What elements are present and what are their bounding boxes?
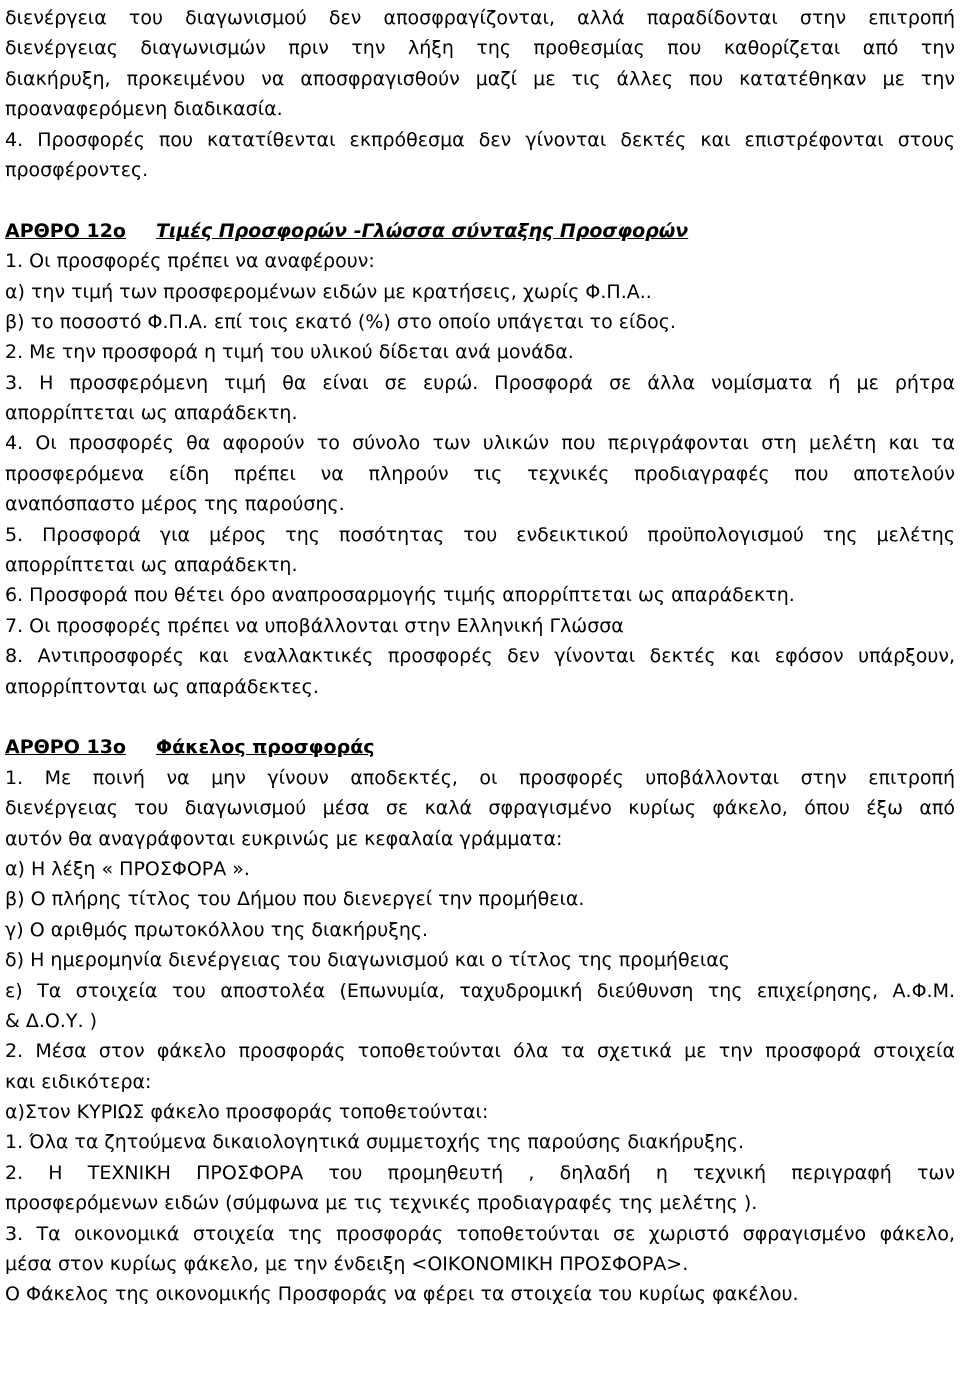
- text-line: μέσα στον κυρίως φάκελο, με την ένδειξη <ΟΙΚΟΝΟΜΙΚΗ ΠΡΟΣΦΟΡΑ>.: [5, 1253, 689, 1276]
- text-line: δ) Η ημερομηνία διενέργειας του διαγωνισμού και ο τίτλος της προμήθειας: [5, 949, 730, 972]
- text-line: 4. Οι προσφορές θα αφορούν το σύνολο των υλικών που περιγράφονται στη μελέτη και τα: [5, 432, 955, 455]
- text-line: 6. Προσφορά που θέτει όρο αναπροσαρμογής τιμής απορρίπτεται ως απαράδεκτη.: [5, 584, 795, 607]
- text-line: 1. Όλα τα ζητούμενα δικαιολογητικά συμμετοχής της παρούσης διακήρυξης.: [5, 1131, 745, 1154]
- text-line: 1. Με ποινή να μην γίνουν αποδεκτές, οι προσφορές υποβάλλονται στην επιτροπή: [5, 766, 955, 789]
- text-line: 7. Οι προσφορές πρέπει να υποβάλλονται στην Ελληνική Γλώσσα: [5, 614, 624, 637]
- text-line: και ειδικότερα:: [5, 1070, 152, 1093]
- text-line: γ) Ο αριθμός πρωτοκόλλου της διακήρυξης.: [5, 918, 429, 941]
- text-line: διακήρυξη, προκειμένου να αποσφραγισθούν μαζί με τις άλλες που κατατέθηκαν με την: [5, 67, 955, 90]
- text-line: προσφερόμενων ειδών (σύμφωνα με τις τεχνικές προδιαγραφές της μελέτης ).: [5, 1192, 758, 1215]
- article-title: Τιμές Προσφορών -Γλώσσα σύνταξης Προσφορών: [155, 219, 689, 242]
- text-line: διενέργειας του διαγωνισμού μέσα σε καλά σφραγισμένο κυρίως φάκελο, όπου έξω από: [5, 797, 955, 820]
- text-line: προσφέροντες.: [5, 158, 149, 181]
- article-label: ΑΡΘΡΟ 13ο: [5, 736, 126, 759]
- text-line: 3. Η προσφερόμενη τιμή θα είναι σε ευρώ. Προσφορά σε άλλα νομίσματα ή με ρήτρα: [5, 371, 955, 394]
- text-line: απορρίπτεται ως απαράδεκτη.: [5, 402, 298, 425]
- text-line: προαναφερόμενη διαδικασία.: [5, 98, 283, 121]
- text-line: β) Ο πλήρης τίτλος του Δήμου που διενεργεί την προμήθεια.: [5, 888, 585, 911]
- intro-paragraphs: [5, 3, 955, 185]
- text-line: β) το ποσοστό Φ.Π.Α. επί τοις εκατό (%) στο οποίο υπάγεται το είδος.: [5, 310, 676, 333]
- text-line: απορρίπτεται ως απαράδεκτη.: [5, 554, 298, 577]
- text-line: διενέργεια του διαγωνισμού δεν αποσφραγίζονται, αλλά παραδίδονται στην επιτροπή: [5, 7, 955, 29]
- text-line: 3. Τα οικονομικά στοιχεία της προσφοράς τοποθετούνται σε χωριστό σφραγισμένο φάκελο,: [5, 1222, 955, 1245]
- article-13-body: [5, 763, 955, 1310]
- text-line: ε) Τα στοιχεία του αποστολέα (Επωνυμία, ταχυδρομική διεύθυνση της επιχείρησης, Α.Φ.Μ.: [5, 979, 955, 1002]
- text-line: & Δ.Ο.Υ. ): [5, 1009, 97, 1032]
- article-label: ΑΡΘΡΟ 12ο: [5, 219, 126, 242]
- text-line: 4. Προσφορές που κατατίθενται εκπρόθεσμα δεν γίνονται δεκτές και επιστρέφονται στους: [5, 128, 955, 151]
- text-line: προσφερόμενα είδη πρέπει να πληρούν τις τεχνικές προδιαγραφές που αποτελούν: [5, 462, 955, 485]
- text-line: 2. Με την προσφορά η τιμή του υλικού δίδεται ανά μονάδα.: [5, 341, 574, 364]
- text-line: 8. Αντιπροσφορές και εναλλακτικές προσφορές δεν γίνονται δεκτές και εφόσον υπάρξουν,: [5, 645, 955, 668]
- text-line: 2. Η ΤΕΧΝΙΚΗ ΠΡΟΣΦΟΡΑ του προμηθευτή , δηλαδή η τεχνική περιγραφή των: [5, 1161, 955, 1184]
- article-13-heading: [5, 732, 955, 762]
- article-12-body: [5, 246, 955, 702]
- text-line: αυτόν θα αναγράφονται ευκρινώς με κεφαλαία γράμματα:: [5, 827, 563, 850]
- text-line: 2. Μέσα στον φάκελο προσφοράς τοποθετούνται όλα τα σχετικά με την προσφορά στοιχεία: [5, 1040, 955, 1063]
- article-12-heading: [5, 216, 955, 246]
- text-line: αναπόσπαστο μέρος της παρούσης.: [5, 493, 345, 516]
- text-line: 5. Προσφορά για μέρος της ποσότητας του ενδεικτικού προϋπολογισμού της μελέτης: [5, 523, 955, 546]
- article-title: Φάκελος προσφοράς: [155, 736, 375, 759]
- text-line: απορρίπτονται ως απαράδεκτες.: [5, 675, 319, 698]
- text-line: διενέργειας διαγωνισμών πριν την λήξη της προθεσμίας που καθορίζεται από την: [5, 37, 955, 60]
- text-line: α) Η λέξη « ΠΡΟΣΦΟΡΑ ».: [5, 857, 250, 880]
- text-line: 1. Οι προσφορές πρέπει να αναφέρουν:: [5, 250, 375, 273]
- text-line: α)Στον ΚΥΡΙΩΣ φάκελο προσφοράς τοποθετούνται:: [5, 1101, 489, 1124]
- text-line: Ο Φάκελος της οικονομικής Προσφοράς να φέρει τα στοιχεία του κυρίως φακέλου.: [5, 1283, 799, 1306]
- text-line: α) την τιμή των προσφερομένων ειδών με κρατήσεις, χωρίς Φ.Π.Α..: [5, 280, 652, 303]
